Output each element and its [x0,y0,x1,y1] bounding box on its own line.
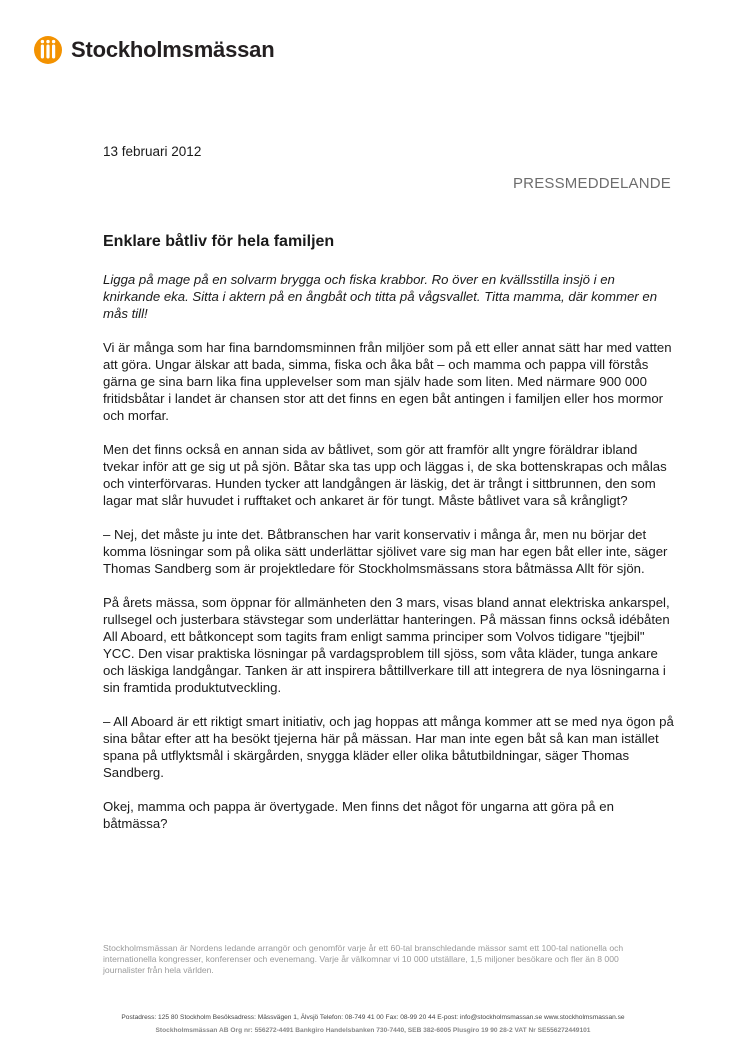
body-paragraph: – Nej, det måste ju inte det. Båtbranschen har varit konservativ i många år, men nu börjar det komma lösningar som på olika sätt underlättar sjölivet vare sig man har egen båt eller inte, säger Thomas Sandberg som är projektledare för Stockholmsmässans stora båtmässa Allt för sjön. [103,527,668,576]
body-paragraph: Vi är många som har fina barndomsminnen från miljöer som på ett eller annat sätt har med vatten att göra. Ungar älskar att bada, simma, fiska och åka båt – och mamma och pappa vill förstås gärna ge sina barn lika fina upplevelser som man själv hade som liten. Med närmare 900 000 fritidsbåtar i landet är chansen stor att det finns en egen båt antingen i familjen eller hos mormor och morfar. [103,340,672,423]
body-paragraph: Okej, mamma och pappa är övertygade. Men finns det något för ungarna att göra på en båtmässa? [103,799,614,831]
document-type-label: PRESSMEDDELANDE [512,175,671,192]
press-release-date: 13 februari 2012 [103,144,202,159]
lead-paragraph: Ligga på mage på en solvarm brygga och fiska krabbor. Ro över en kvällsstilla insjö i en knirkande eka. Sitta i aktern på en ångbåt och titta på vågsvallet. Titta mamma, där kommer en mås till! [103,272,658,321]
body-paragraph: På årets mässa, som öppnar för allmänheten den 3 mars, visas bland annat elektriska ankarspel, rullsegel och justerbara stävstegar som underlättar hanteringen. På mässan finns också idébåten All Aboard, ett båtkoncept som tagits fram enligt samma principer som Volvos tidigare "tjejbil" YCC. Den visar praktiska lösningar på vardagsproblem till sjöss, som våta kläder, tunga ankare och läskiga landgångar. Tanken är att inspirera båttillverkare till att integrera de nya lösningarna i sin framtida produktutveckling. [103,595,670,695]
headline: Enklare båtliv för hela familjen [103,233,335,250]
body-paragraph: – All Aboard är ett riktigt smart initiativ, och jag hoppas att många kommer att se med nya ögon på sina båtar efter att ha besökt tjejerna här på mässan. Har man inte egen båt så kan man istället spana på utflyktsmål i skärgården, snygga kläder eller olika båtutbildningar, säger Thomas Sandberg. [103,714,674,780]
footer-contact-line: Postadress: 125 80 Stockholm Besöksadress: Mässvägen 1, Älvsjö Telefon: 08-749 41 00 Fax: 08-99 20 44 E-post: info@stockholmsmassan.se www.stockholmsmassan.se [121,1014,625,1021]
company-boilerplate: Stockholmsmässan är Nordens ledande arrangör och genomför varje år ett 60-tal branschledande mässor samt ett 100-tal nationella och internationella kongresser, konferenser och evenemang. Varje år välkomnar vi 10 000 utställare, 1,5 miljoner besökare och fler än 8 000 journalister från hela världen. [103,943,624,976]
company-logo [34,36,274,64]
logo-wordmark: Stockholmsmässan [71,37,275,62]
body-paragraph: Men det finns också en annan sida av båtlivet, som gör att framför allt yngre föräldrar ibland tvekar inför att ge sig ut på sjön. Båtar ska tas upp och läggas i, de ska bottenskrapas och målas och vinterförvaras. Hunden tycker att landgången är läskig, det är trångt i sittbrunnen, den som lagar mat slår huvudet i rufftaket och ankaret är för tungt. Måste båtlivet vara så krångligt? [103,442,667,508]
footer-company-line: Stockholmsmässan AB Org nr: 556272-4491 Bankgiro Handelsbanken 730-7440, SEB 382-6005 Plusgiro 19 90 28-2 VAT Nr SE556272449101 [155,1027,591,1034]
stockholmsmassan-logo-icon [34,36,62,64]
article-body [103,271,675,849]
